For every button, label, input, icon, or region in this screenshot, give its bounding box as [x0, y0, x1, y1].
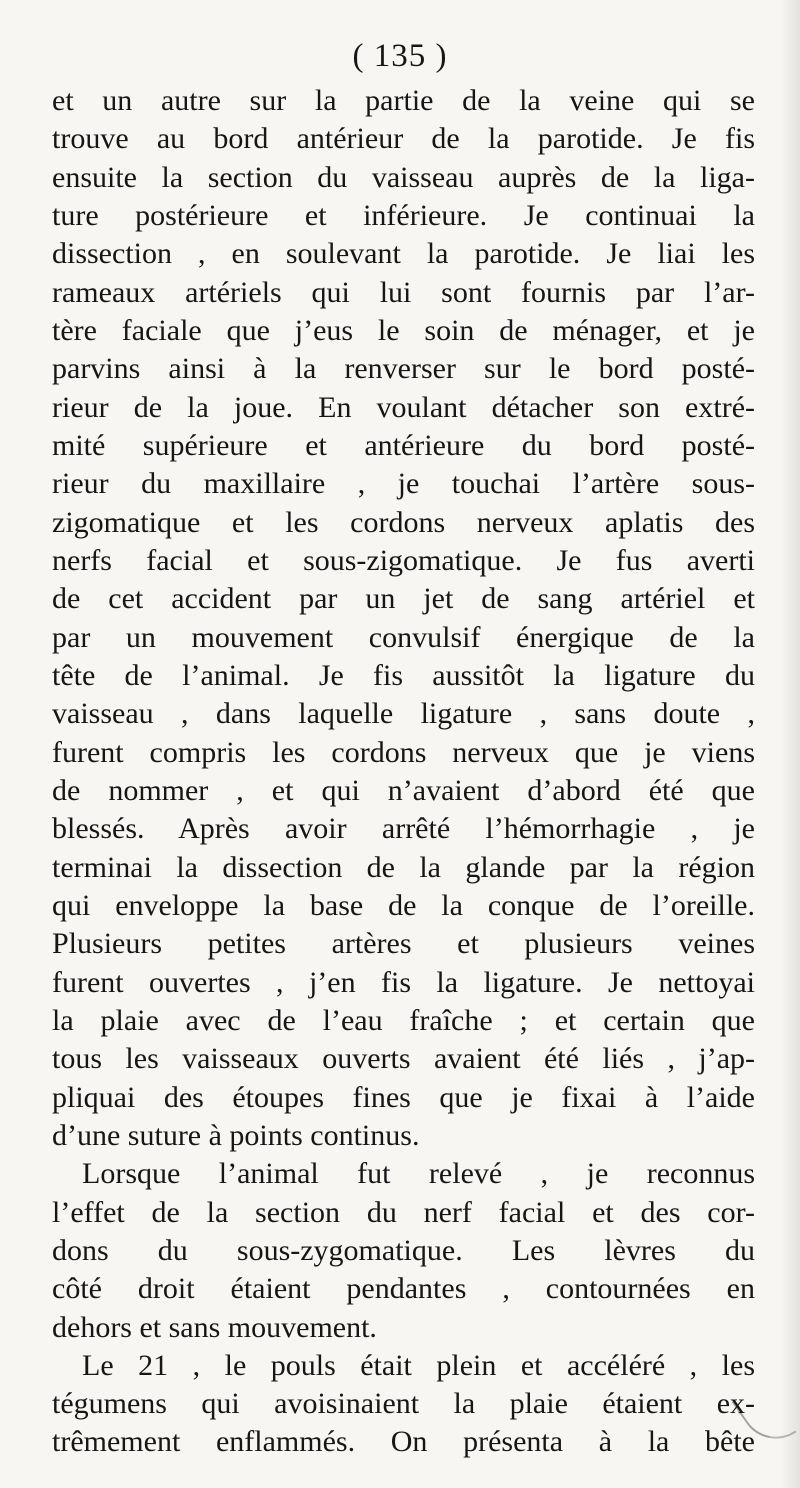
text-line-12: zigomatique et les cordons nerveux aplatis des	[52, 505, 755, 539]
text-line-11: rieur du maxillaire , je touchai l’artère sous-	[52, 467, 755, 501]
text-line-28: d’une suture à points continus.	[52, 1118, 420, 1152]
text-line-17: vaisseau , dans laquelle ligature , sans doute ,	[52, 697, 755, 731]
text-line-20: blessés. Après avoir arrêté l’hémorrhagie , je	[52, 812, 755, 846]
text-line-24: furent ouvertes , j’en fis la ligature. Je nettoyai	[52, 965, 755, 999]
text-line-30: l’effet de la section du nerf facial et des cor-	[52, 1195, 755, 1229]
text-line-25: la plaie avec de l’eau fraîche ; et certain que	[52, 1003, 755, 1037]
text-line-13: nerfs facial et sous-zigomatique. Je fus averti	[52, 543, 755, 577]
text-line-6: rameaux artériels qui lui sont fournis par l’ar-	[52, 275, 755, 309]
text-line-22: qui enveloppe la base de la conque de l’oreille.	[52, 888, 755, 922]
body-text	[52, 82, 755, 1462]
text-line-10: mité supérieure et antérieure du bord posté-	[52, 428, 755, 462]
text-line-4: ture postérieure et inférieure. Je continuai la	[52, 198, 755, 232]
text-line-15: par un mouvement convulsif énergique de la	[52, 620, 755, 654]
text-line-19: de nommer , et qui n’avaient d’abord été que	[52, 773, 755, 807]
text-line-27: pliquai des étoupes fines que je fixai à l’aide	[52, 1080, 755, 1114]
page-number: ( 135 )	[352, 38, 448, 74]
text-line-29: Lorsque l’animal fut relevé , je reconnus	[82, 1157, 755, 1191]
text-line-18: furent compris les cordons nerveux que je viens	[52, 735, 755, 769]
text-line-33: dehors et sans mouvement.	[52, 1310, 377, 1344]
page-edge-shadow	[780, 0, 800, 1488]
text-line-31: dons du sous-zygomatique. Les lèvres du	[52, 1233, 755, 1267]
text-line-3: ensuite la section du vaisseau auprès de la liga-	[52, 160, 755, 194]
text-line-26: tous les vaisseaux ouverts avaient été liés , j’ap-	[52, 1042, 755, 1076]
text-line-2: trouve au bord antérieur de la parotide. Je fis	[52, 122, 755, 156]
text-line-36: trêmement enflammés. On présenta à la bête	[52, 1425, 755, 1459]
text-line-9: rieur de la joue. En voulant détacher son extré-	[52, 390, 755, 424]
text-line-16: tête de l’animal. Je fis aussitôt la ligature du	[52, 658, 755, 692]
text-line-23: Plusieurs petites artères et plusieurs veines	[52, 927, 755, 961]
text-line-21: terminai la dissection de la glande par la région	[52, 850, 755, 884]
text-line-35: tégumens qui avoisinaient la plaie étaient ex-	[52, 1387, 755, 1421]
text-line-8: parvins ainsi à la renverser sur le bord posté-	[52, 352, 755, 386]
text-line-14: de cet accident par un jet de sang artériel et	[52, 582, 755, 616]
text-line-1: et un autre sur la partie de la veine qui se	[52, 84, 755, 117]
text-line-32: côté droit étaient pendantes , contournées en	[52, 1272, 755, 1306]
text-line-5: dissection , en soulevant la parotide. Je liai les	[52, 237, 755, 271]
text-line-34: Le 21 , le pouls était plein et accéléré , les	[82, 1348, 755, 1382]
text-line-7: tère faciale que j’eus le soin de ménager, et je	[52, 313, 755, 347]
